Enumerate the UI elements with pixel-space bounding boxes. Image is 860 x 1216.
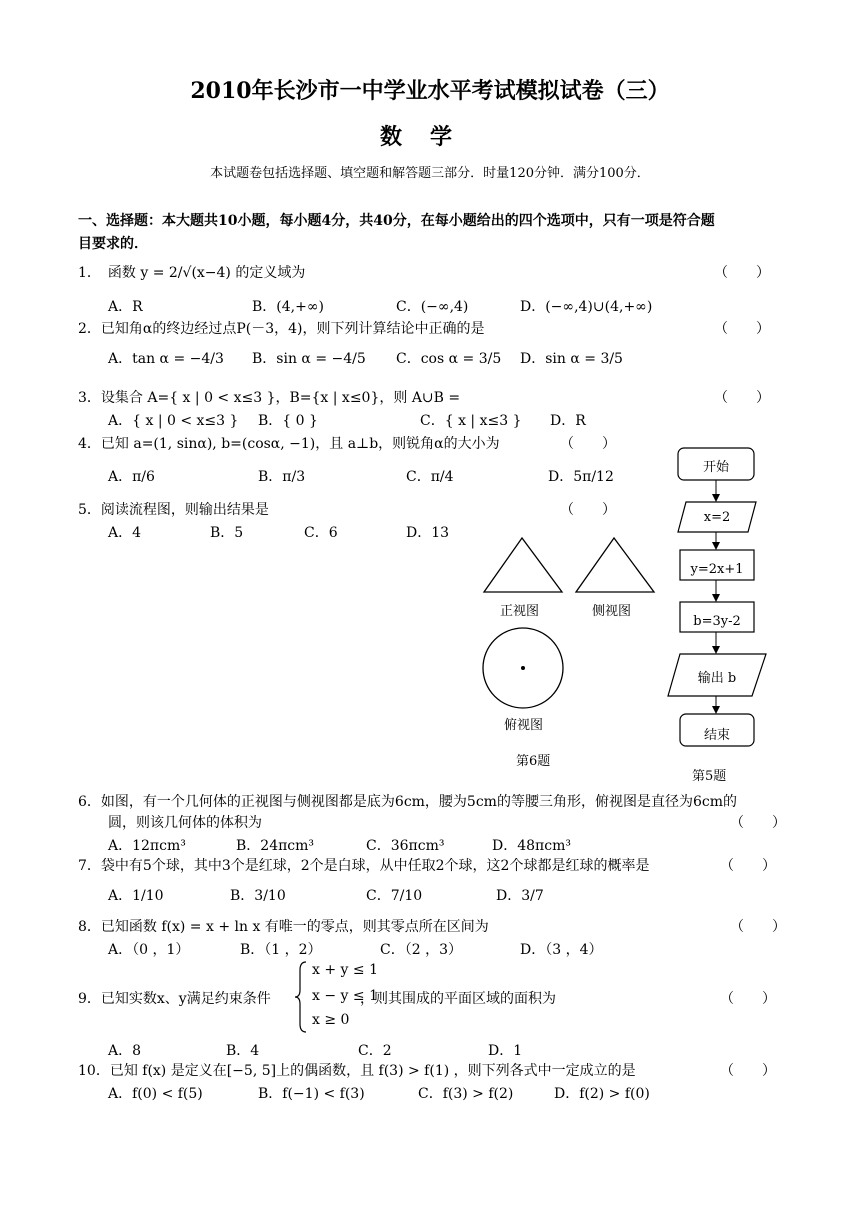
question-5-stem: 5．阅读流程图，则输出结果是 xyxy=(78,502,269,518)
flowchart-caption: 第5题 xyxy=(692,769,727,784)
q4-option-a: A．π/6 xyxy=(108,469,155,485)
flow-process-text-2: b=3y-2 xyxy=(693,614,741,629)
q10-option-a: A．f(0) < f(5) xyxy=(108,1086,203,1102)
q1-option-b: B．(4,+∞) xyxy=(252,299,324,315)
q7-option-d: D．3/7 xyxy=(496,888,544,904)
question-9-stem-a: 9．已知实数x、y满足约束条件 xyxy=(78,991,271,1007)
q9-option-a: A．8 xyxy=(108,1043,142,1059)
subject-title: 数学 xyxy=(379,124,480,150)
top-view-label: 俯视图 xyxy=(504,718,544,733)
figure-6-views xyxy=(478,530,668,740)
q8-option-c: C．（2 ，3） xyxy=(380,942,462,958)
q10-option-b: B．f(−1) < f(3) xyxy=(258,1086,365,1102)
flow-end-text: 结束 xyxy=(703,728,730,743)
question-7-stem: 7．袋中有5个球，其中3个是红球，2个是白球，从中任取2个球，这2个球都是红球的概率是 xyxy=(78,858,650,874)
q1-option-a: A．R xyxy=(108,299,143,315)
flow-process-text-1: y=2x+1 xyxy=(690,562,744,577)
q10-option-c: C．f(3) > f(2) xyxy=(418,1086,514,1102)
q6-option-a: A．12πcm³ xyxy=(108,838,186,854)
q2-option-c: C．cos α = 3/5 xyxy=(396,351,502,367)
q10-option-d: D．f(2) > f(0) xyxy=(554,1086,650,1102)
q5-option-a: A．4 xyxy=(108,525,142,541)
figure-6-caption: 第6题 xyxy=(516,754,551,769)
answer-paren: （ ） xyxy=(714,265,770,281)
question-3-stem: 3．设集合 A={ x | 0 < x≤3 }，B={x | x≤0}，则 A∪B = xyxy=(78,390,461,406)
q9-option-d: D．1 xyxy=(488,1043,523,1059)
q4-option-d: D．5π/12 xyxy=(548,469,614,485)
answer-paren: （ ） xyxy=(720,1063,776,1079)
constraint-brace xyxy=(294,960,308,1034)
q8-option-b: B．（1 ，2） xyxy=(240,942,322,958)
q5-option-c: C．6 xyxy=(304,525,338,541)
front-view-triangle xyxy=(484,538,562,592)
constraint-line-3: x ≥ 0 xyxy=(312,1012,350,1028)
q3-option-c: C．{ x | x≤3 } xyxy=(420,413,522,429)
question-4-stem: 4．已知 a=(1, sinα), b=(cosα, −1)，且 a⊥b，则锐角α的大小为 xyxy=(78,436,500,452)
constraint-line-2: x − y ≤ 1 xyxy=(312,988,378,1004)
exam-intro: 本试题卷包括选择题、填空题和解答题三部分．时量120分钟．满分100分． xyxy=(210,166,650,181)
answer-paren: （ ） xyxy=(720,991,776,1007)
answer-paren: （ ） xyxy=(730,919,786,935)
flowchart-diagram xyxy=(664,444,784,764)
constraint-line-1: x + y ≤ 1 xyxy=(312,962,378,978)
question-1-stem: 1． 函数 y = 2/√(x−4) 的定义域为 xyxy=(78,265,306,281)
answer-paren: （ ） xyxy=(714,390,770,406)
q6-option-c: C．36πcm³ xyxy=(366,838,445,854)
q1-option-d: D．(−∞,4)∪(4,+∞) xyxy=(520,299,653,315)
q9-option-b: B．4 xyxy=(226,1043,260,1059)
q3-option-d: D．R xyxy=(550,413,586,429)
answer-paren: （ ） xyxy=(560,502,616,518)
q3-option-a: A．{ x | 0 < x≤3 } xyxy=(108,413,239,429)
section-heading-line1: 一、选择题：本大题共10小题，每小题4分，共40分，在每小题给出的四个选项中，只有一项是符合题 xyxy=(78,213,715,229)
q5-option-d: D．13 xyxy=(406,525,450,541)
q7-option-a: A．1/10 xyxy=(108,888,164,904)
answer-paren: （ ） xyxy=(714,321,770,337)
q9-option-c: C．2 xyxy=(358,1043,392,1059)
question-8-stem: 8．已知函数 f(x) = x + ln x 有唯一的零点，则其零点所在区间为 xyxy=(78,919,489,935)
q7-option-c: C．7/10 xyxy=(366,888,423,904)
answer-paren: （ ） xyxy=(730,815,786,831)
side-view-triangle xyxy=(576,538,654,592)
question-10-stem: 10．已知 f(x) 是定义在[−5, 5]上的偶函数，且 f(3) > f(1) ，则下列各式中一定成立的是 xyxy=(78,1063,636,1079)
q1-option-c: C．(−∞,4) xyxy=(396,299,469,315)
q2-option-d: D．sin α = 3/5 xyxy=(520,351,623,367)
question-6-stem-line1: 6．如图，有一个几何体的正视图与侧视图都是底为6cm，腰为5cm的等腰三角形，俯视图是直径为6cm的 xyxy=(78,794,737,810)
q6-option-d: D．48πcm³ xyxy=(492,838,571,854)
q4-option-b: B．π/3 xyxy=(258,469,306,485)
flow-start-text: 开始 xyxy=(702,460,729,475)
flow-output-text: 输出 b xyxy=(697,671,737,686)
answer-paren: （ ） xyxy=(720,858,776,874)
top-view-center-dot xyxy=(521,666,525,670)
q8-option-a: A．（0 ，1） xyxy=(108,942,190,958)
q7-option-b: B．3/10 xyxy=(230,888,286,904)
page-title: 2010年长沙市一中学业水平考试模拟试卷（三） xyxy=(190,78,670,104)
section-heading-line2: 目要求的． xyxy=(78,236,148,252)
question-6-stem-line2: 圆，则该几何体的体积为 xyxy=(108,815,262,831)
side-view-label: 侧视图 xyxy=(592,604,632,619)
question-2-stem: 2．已知角α的终边经过点P(－3，4)，则下列计算结论中正确的是 xyxy=(78,321,485,337)
front-view-label: 正视图 xyxy=(500,604,540,619)
q5-option-b: B．5 xyxy=(210,525,244,541)
q4-option-c: C．π/4 xyxy=(406,469,454,485)
q3-option-b: B．{ 0 } xyxy=(258,413,318,429)
answer-paren: （ ） xyxy=(560,436,616,452)
flow-input-text: x=2 xyxy=(703,510,731,525)
q2-option-a: A．tan α = −4/3 xyxy=(108,351,224,367)
q8-option-d: D．（3 ，4） xyxy=(520,942,603,958)
question-9-stem-b: ，则其围成的平面区域的面积为 xyxy=(360,991,556,1007)
q6-option-b: B．24πcm³ xyxy=(236,838,315,854)
q2-option-b: B．sin α = −4/5 xyxy=(252,351,366,367)
